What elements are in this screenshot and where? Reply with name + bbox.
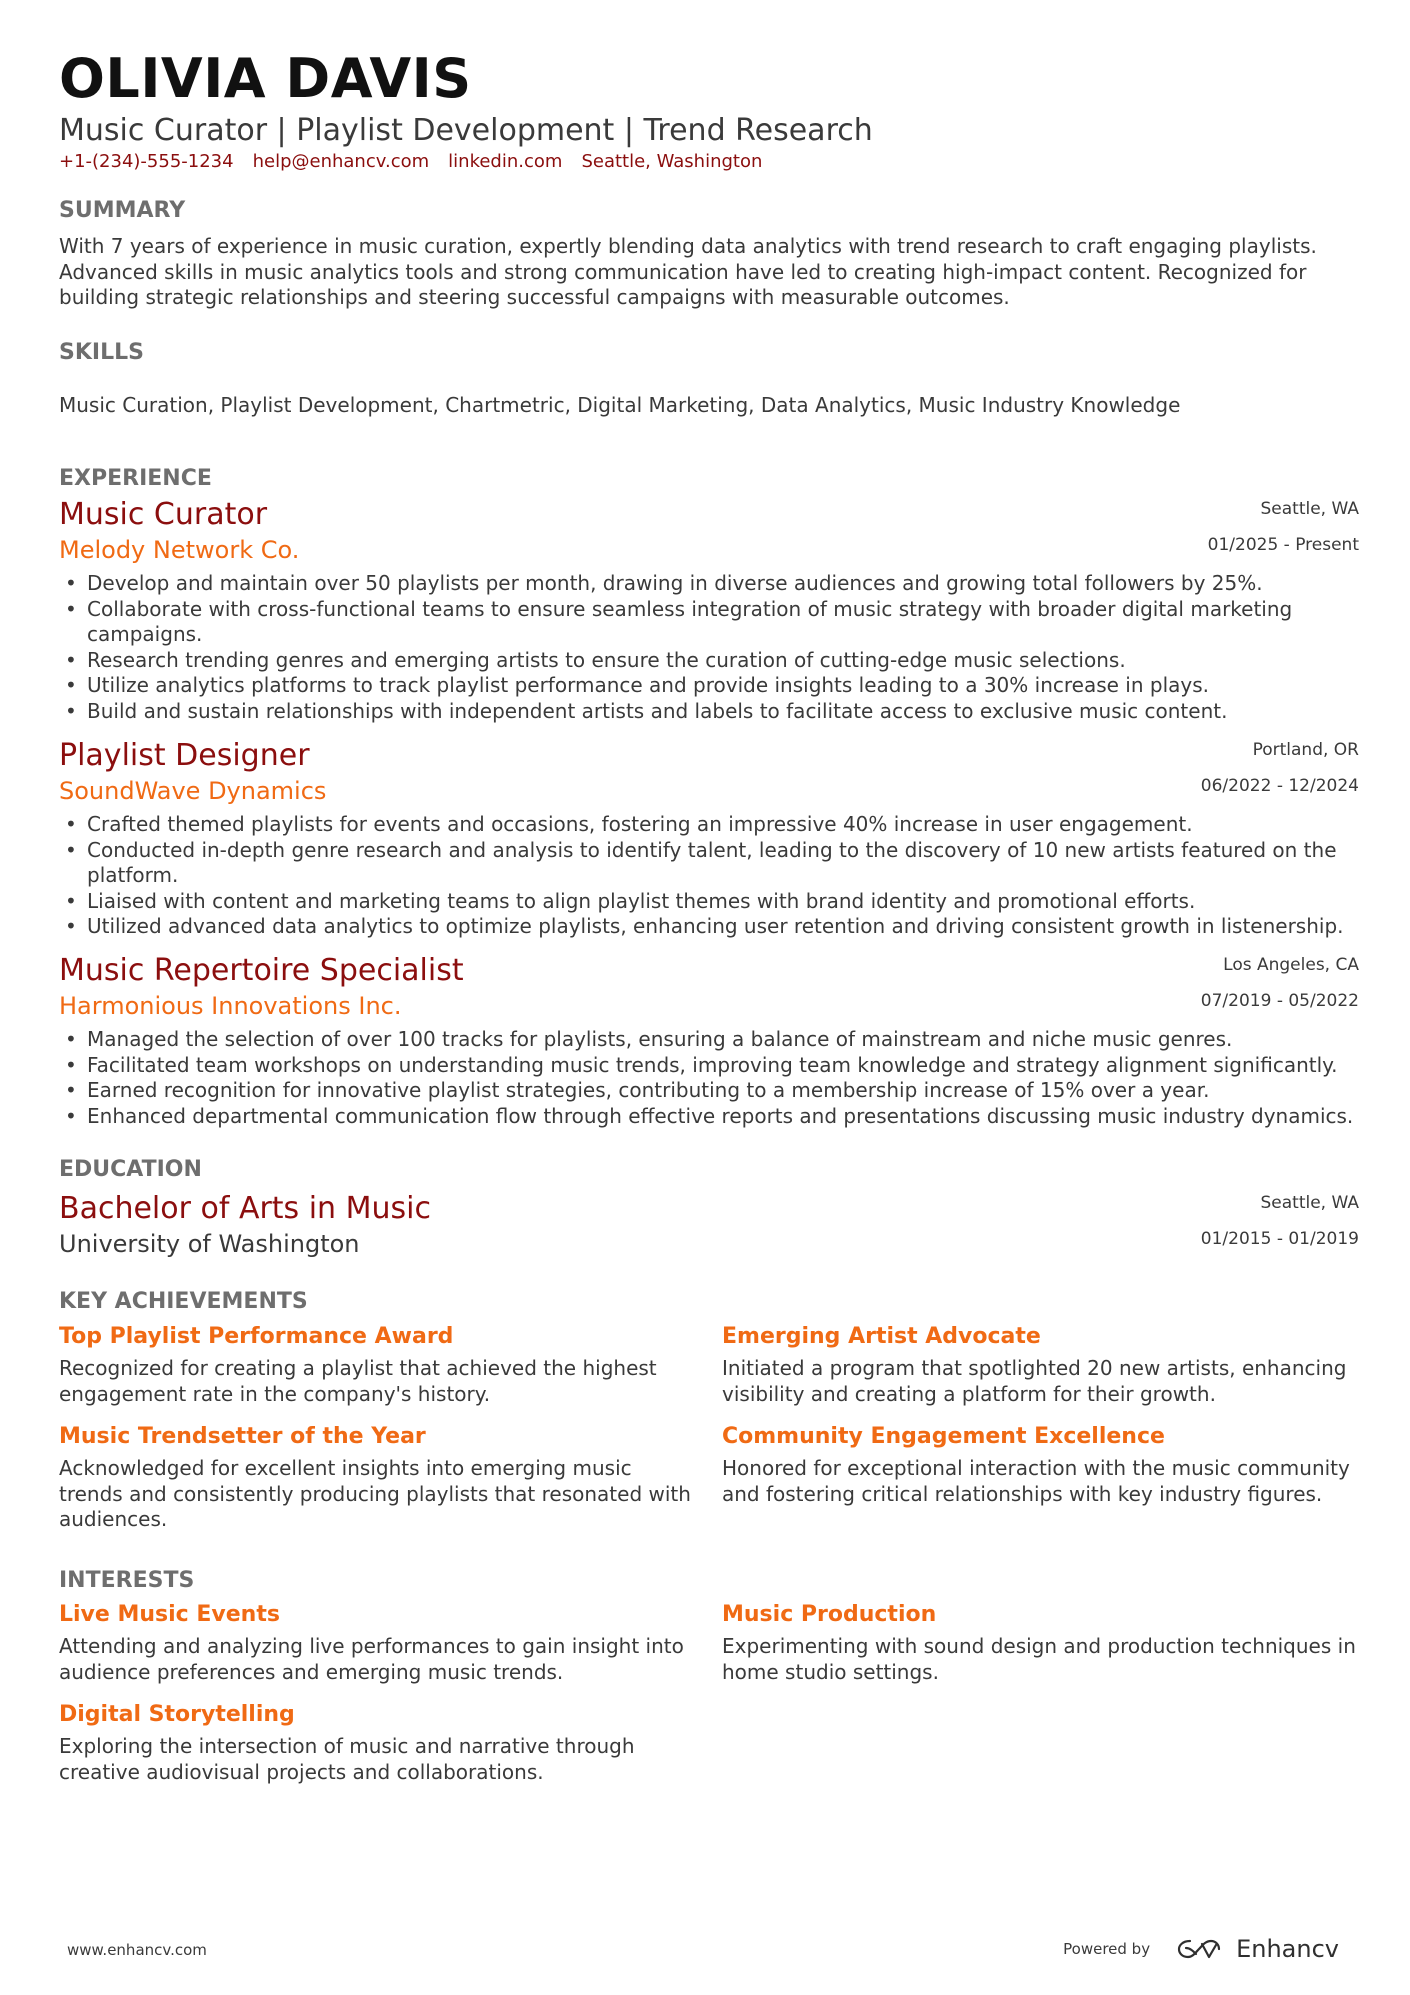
interest-card (722, 1600, 1362, 1685)
job-bullet: • Facilitated team workshops on understanding music trends, improving team knowledge and strategy alignment significantly. (59, 1053, 1359, 1079)
achievement-title: Music Trendsetter of the Year (59, 1424, 426, 1449)
achievements-heading: KEY ACHIEVEMENTS (59, 1289, 308, 1314)
job-bullet: • Utilized advanced data analytics to optimize playlists, enhancing user retention and driving consistent growth in listenership. (59, 914, 1359, 940)
job-dates: 06/2022 - 12/2024 (1200, 776, 1359, 796)
contact-email[interactable]: help@enhancv.com (252, 151, 430, 172)
job-title: Music Repertoire Specialist (59, 953, 464, 988)
job-title: Music Curator (59, 497, 268, 532)
experience-heading: EXPERIENCE (59, 466, 212, 491)
job-company: Melody Network Co. (59, 536, 300, 564)
footer-branding (1063, 1934, 1339, 1964)
education-dates: 01/2015 - 01/2019 (1200, 1229, 1359, 1249)
job-dates: 07/2019 - 05/2022 (1200, 991, 1359, 1011)
job-bullet: • Build and sustain relationships with independent artists and labels to facilitate access to exclusive music content. (59, 699, 1359, 725)
achievement-card (722, 1322, 1362, 1407)
education-heading: EDUCATION (59, 1157, 202, 1182)
job-bullet: • Develop and maintain over 50 playlists per month, drawing in diverse audiences and growing total followers by 25%. (59, 571, 1359, 597)
achievement-text: Honored for exceptional interaction with the music community and fostering critical relationships with key industry figures. (722, 1456, 1350, 1506)
interest-card (59, 1600, 699, 1685)
job-bullet: • Research trending genres and emerging artists to ensure the curation of cutting-edge music selections. (59, 648, 1359, 674)
candidate-headline: Music Curator | Playlist Development | Trend Research (59, 113, 873, 148)
job-bullet: • Earned recognition for innovative playlist strategies, contributing to a membership increase of 15% over a year. (59, 1078, 1359, 1104)
contact-linkedin[interactable]: linkedin.com (448, 151, 563, 172)
job-bullets (59, 1027, 1359, 1129)
skills-heading: SKILLS (59, 340, 144, 365)
education-degree: Bachelor of Arts in Music (59, 1191, 431, 1226)
job-company: SoundWave Dynamics (59, 777, 327, 805)
interest-text: Exploring the intersection of music and narrative through creative audiovisual projects and collaborations. (59, 1734, 635, 1784)
interest-text: Experimenting with sound design and production techniques in home studio settings. (722, 1634, 1356, 1684)
education-school: University of Washington (59, 1230, 360, 1258)
job-title: Playlist Designer (59, 738, 310, 773)
job-bullet: • Crafted themed playlists for events and occasions, fostering an impressive 40% increase in user engagement. (59, 812, 1359, 838)
job-company: Harmonious Innovations Inc. (59, 992, 402, 1020)
summary-text: With 7 years of experience in music curation, expertly blending data analytics with trend research to craft engaging playlists. Advanced skills in music analytics tools and strong communication have led to creating high-impact content. Recognized for building strategic relationships and steering successful campaigns with measurable outcomes. (59, 234, 1317, 309)
education-location: Seattle, WA (1260, 1193, 1359, 1213)
summary-heading: SUMMARY (59, 198, 186, 223)
job-bullet: • Liaised with content and marketing teams to align playlist themes with brand identity and promotional efforts. (59, 889, 1359, 915)
interest-title: Digital Storytelling (59, 1702, 295, 1727)
achievement-title: Emerging Artist Advocate (722, 1324, 1041, 1349)
achievement-text: Initiated a program that spotlighted 20 new artists, enhancing visibility and creating a platform for their growth. (722, 1356, 1347, 1406)
achievement-title: Top Playlist Performance Award (59, 1324, 454, 1349)
achievement-title: Community Engagement Excellence (722, 1424, 1165, 1449)
achievement-card (722, 1422, 1362, 1507)
job-bullet: • Enhanced departmental communication flow through effective reports and presentations discussing music industry dynamics. (59, 1104, 1359, 1130)
achievement-card (59, 1422, 699, 1533)
job-location: Los Angeles, CA (1223, 955, 1359, 975)
job-location: Portland, OR (1252, 740, 1359, 760)
contact-bar (59, 149, 762, 175)
contact-phone[interactable]: +1-(234)-555-1234 (59, 151, 234, 172)
achievement-text: Recognized for creating a playlist that achieved the highest engagement rate in the company's history. (59, 1356, 657, 1406)
job-bullet: • Managed the selection of over 100 tracks for playlists, ensuring a balance of mainstream and niche music genres. (59, 1027, 1359, 1053)
enhancv-brand-name[interactable]: Enhancv (1236, 1935, 1339, 1963)
skills-text: Music Curation, Playlist Development, Chartmetric, Digital Marketing, Data Analytics, Music Industry Knowledge (59, 393, 1181, 417)
achievement-text: Acknowledged for excellent insights into emerging music trends and consistently producing playlists that resonated with audiences. (59, 1456, 691, 1531)
job-bullets (59, 571, 1359, 724)
interest-title: Music Production (722, 1602, 937, 1627)
job-dates: 01/2025 - Present (1207, 535, 1359, 555)
job-bullet: • Conducted in-depth genre research and analysis to identify talent, leading to the discovery of 10 new artists featured on the platform. (59, 838, 1359, 889)
job-bullet: • Collaborate with cross-functional teams to ensure seamless integration of music strategy with broader digital marketing campaigns. (59, 597, 1359, 648)
candidate-name: OLIVIA DAVIS (59, 47, 472, 110)
enhancv-logo-icon (1176, 1936, 1222, 1962)
job-bullets (59, 812, 1359, 940)
interest-title: Live Music Events (59, 1602, 280, 1627)
interest-card (59, 1700, 699, 1785)
job-location: Seattle, WA (1260, 499, 1359, 519)
interest-text: Attending and analyzing live performances to gain insight into audience preferences and emerging music trends. (59, 1634, 684, 1684)
contact-location: Seattle, Washington (581, 151, 763, 172)
powered-by-label: Powered by (1063, 1940, 1151, 1958)
job-bullet: • Utilize analytics platforms to track playlist performance and provide insights leading to a 30% increase in plays. (59, 673, 1359, 699)
footer-website-link[interactable]: www.enhancv.com (67, 1941, 207, 1959)
achievement-card (59, 1322, 699, 1407)
interests-heading: INTERESTS (59, 1568, 195, 1593)
